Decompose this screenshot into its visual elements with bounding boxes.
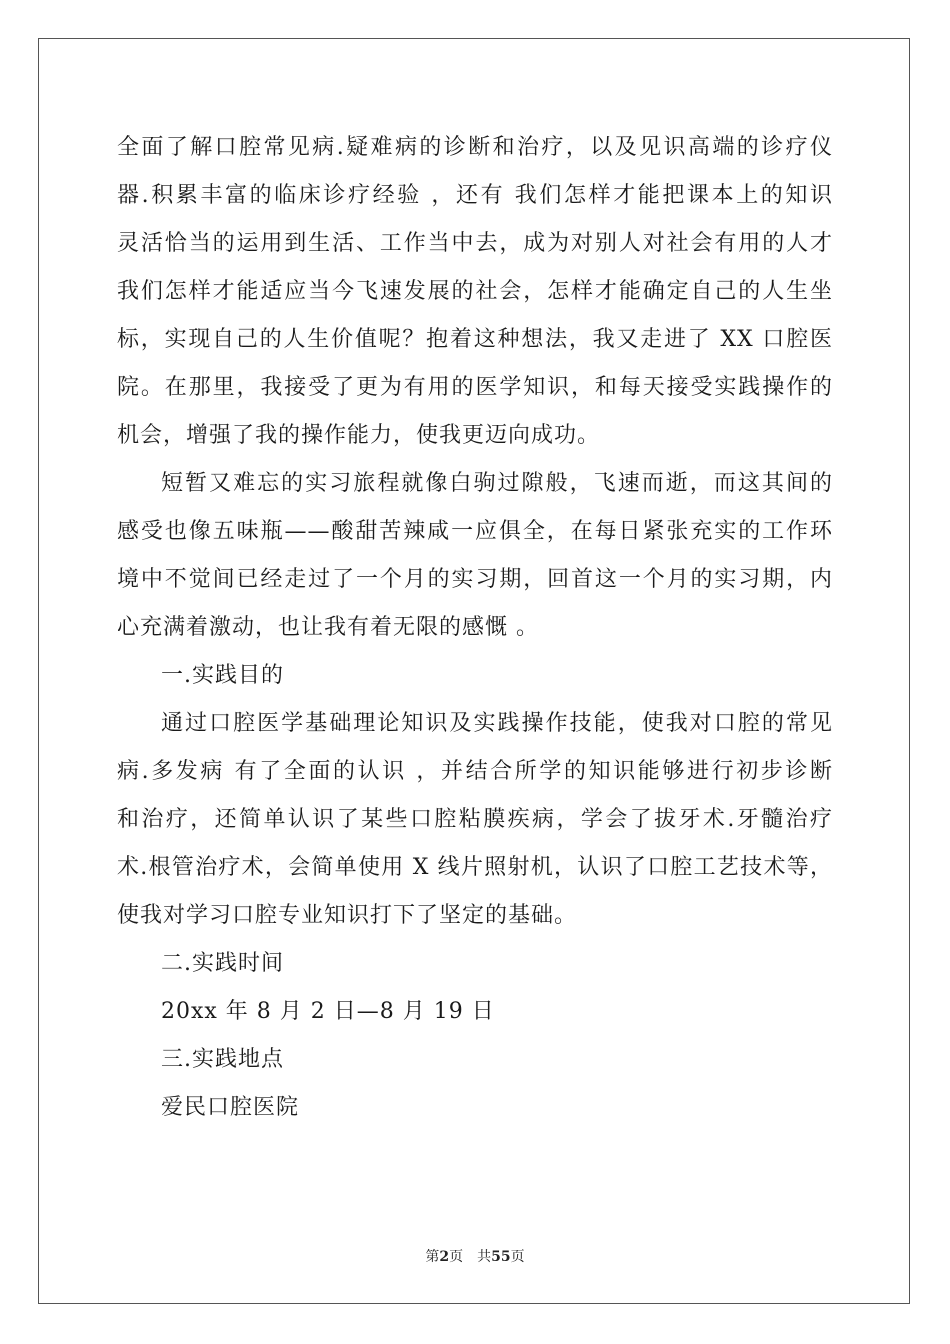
- text-line: 标，实现自己的人生价值呢？抱着这种想法，我又走进了 XX 口腔医: [117, 327, 833, 352]
- footer-total-suffix: 页: [510, 1249, 525, 1265]
- text-line: 灵活恰当的运用到生活、工作当中去，成为对别人对社会有用的人才: [117, 231, 833, 256]
- text-line: 二.实践时间: [161, 951, 284, 976]
- document-body: [117, 124, 833, 1132]
- text-line: 20xx 年 8 月 2 日—8 月 19 日: [161, 999, 495, 1024]
- footer-page-prefix: 第: [425, 1249, 440, 1265]
- footer-page-suffix: 页: [449, 1249, 464, 1265]
- paragraph: [117, 700, 833, 940]
- text-line: 病.多发病 有了全面的认识 ，并结合所学的知识能够进行初步诊断: [117, 759, 833, 784]
- paragraph: [117, 124, 833, 460]
- text-line: 感受也像五味瓶——酸甜苦辣咸一应俱全，在每日紧张充实的工作环: [117, 519, 833, 544]
- paragraph: [117, 652, 833, 700]
- text-line: 三.实践地点: [161, 1047, 284, 1072]
- text-line: 一.实践目的: [161, 663, 284, 688]
- text-line: 爱民口腔医院: [161, 1095, 300, 1120]
- text-line: 使我对学习口腔专业知识打下了坚定的基础。: [117, 903, 578, 928]
- text-line: 短暂又难忘的实习旅程就像白驹过隙般，飞速而逝，而这其间的: [161, 471, 833, 496]
- page-footer: [0, 1246, 950, 1266]
- text-line: 境中不觉间已经走过了一个月的实习期，回首这一个月的实习期，内: [117, 567, 833, 592]
- paragraph: [117, 460, 833, 652]
- text-line: 全面了解口腔常见病.疑难病的诊断和治疗，以及见识高端的诊疗仪: [117, 135, 833, 160]
- footer-total-prefix: 共: [477, 1249, 492, 1265]
- footer-total-pages: 55: [491, 1249, 511, 1265]
- text-line: 机会，增强了我的操作能力，使我更迈向成功。: [117, 423, 601, 448]
- text-line: 院。在那里，我接受了更为有用的医学知识，和每天接受实践操作的: [117, 375, 833, 400]
- text-line: 心充满着激动，也让我有着无限的感慨 。: [117, 615, 539, 640]
- paragraph: [117, 1084, 833, 1132]
- text-line: 通过口腔医学基础理论知识及实践操作技能，使我对口腔的常见: [161, 711, 833, 736]
- paragraph: [117, 1036, 833, 1084]
- text-line: 和治疗，还简单认识了某些口腔粘膜疾病，学会了拔牙术.牙髓治疗: [117, 807, 833, 832]
- text-line: 术.根管治疗术，会简单使用 X 线片照射机，认识了口腔工艺技术等，: [117, 855, 833, 880]
- text-line: 我们怎样才能适应当今飞速发展的社会，怎样才能确定自己的人生坐: [117, 279, 833, 304]
- footer-page-number: 2: [439, 1249, 450, 1265]
- paragraph: [117, 940, 833, 988]
- paragraph: [117, 988, 833, 1036]
- text-line: 器.积累丰富的临床诊疗经验 ，还有 我们怎样才能把课本上的知识: [117, 183, 833, 208]
